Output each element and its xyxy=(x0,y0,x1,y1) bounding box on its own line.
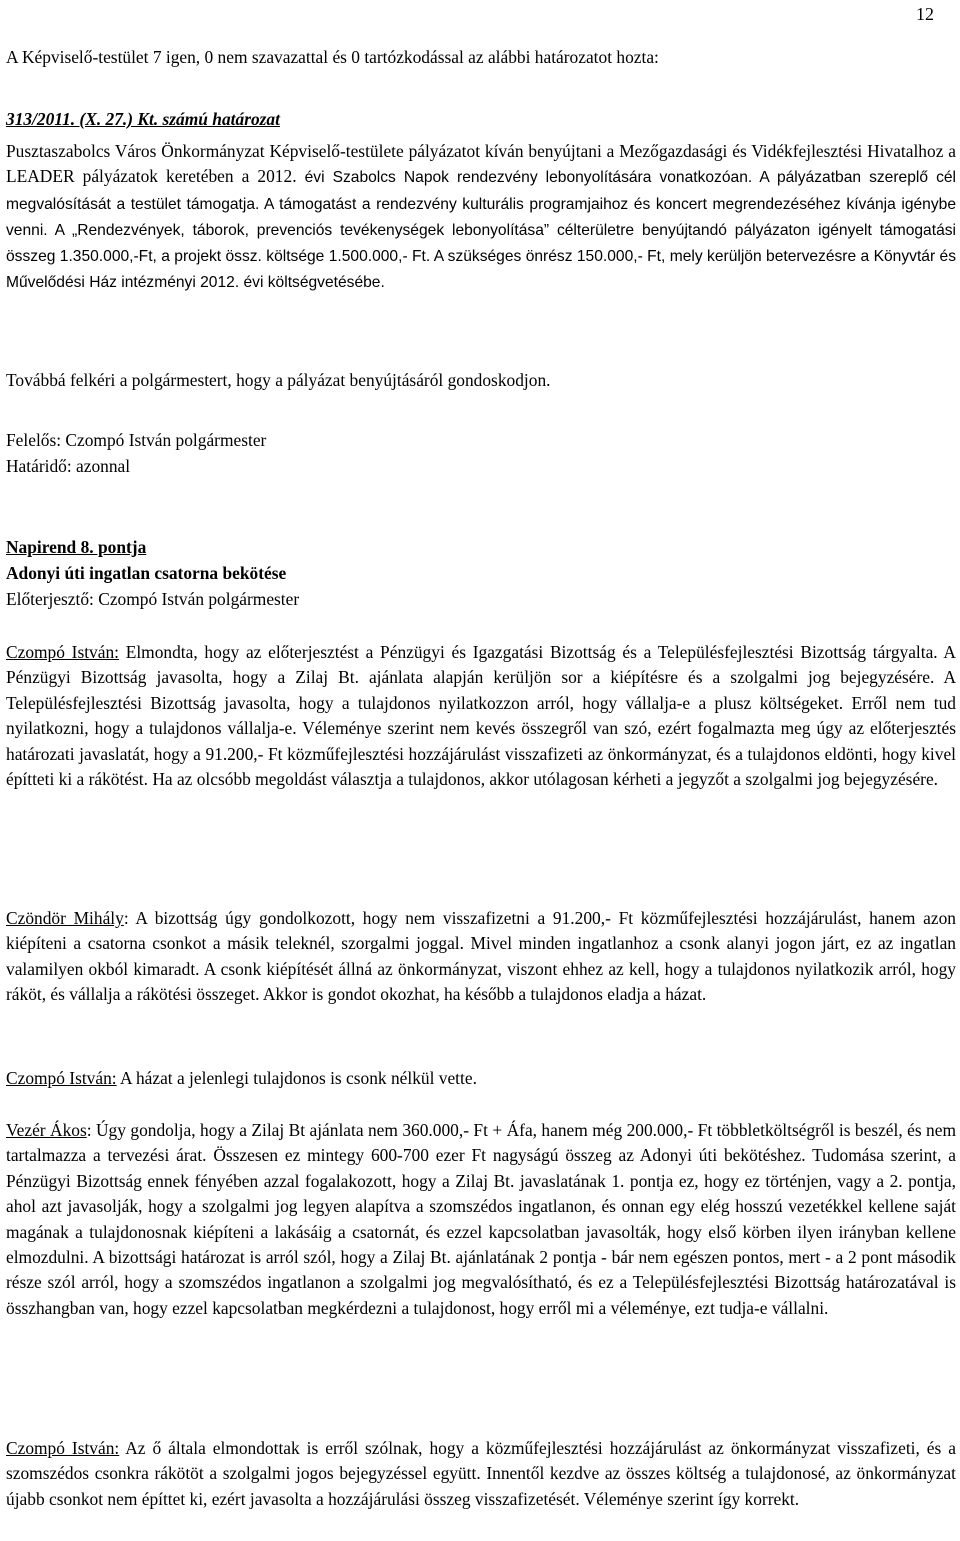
speech-4 xyxy=(6,1118,956,1321)
resolution-deadline: Határidő: azonnal xyxy=(6,456,131,476)
speech-text: Az ő általa elmondottak is erről szólnak, hogy a közműfejlesztési hozzájárulást az önkormányzat visszafizeti, és a szomszédos csonkra rákötöt a szolgalmi jogos bejegyzéssel együtt. Innentől kezdve az összes költség a tulajdonosé, az önkormányzat újabb csonkot nem építtet ki, ezért javasolta a hozzájárulási összeg visszafizetését. Véleménye szerint így korrekt. xyxy=(6,1438,956,1509)
speech-text: : A bizottság úgy gondolkozott, hogy nem visszafizetni a 91.200,- Ft közműfejlesztési hozzájárulást, hanem azon kiépíteni a csatorna csonkot a másik teleknél, szorgalmi joggal. Mivel minden ingatlanhoz a csonk alanyi jogon járt, ez az ingatlan valamilyen okból kimaradt. A csonk kiépítését állná az önkormányzat, viszont ehhez az kell, hogy a tulajdonos nyilatkozik arról, hogy ráköt, és vállalja a rákötési összeget. Akkor is gondot okozhat, ha később a tulajdonos eladja a házat. xyxy=(6,908,956,1005)
page-number: 12 xyxy=(916,4,934,24)
speaker-name: Czompó István: xyxy=(6,1438,120,1458)
speech-text: A házat a jelenlegi tulajdonos is csonk nélkül vette. xyxy=(116,1068,477,1088)
vote-intro: A Képviselő-testület 7 igen, 0 nem szavazattal és 0 tartózkodással az alábbi határozatot hozta: xyxy=(6,47,659,67)
resolution-paragraph xyxy=(6,139,956,296)
resolution-text-sans: évi Szabolcs Napok rendezvény lebonyolítására vonatkozóan. A pályázatban szereplő cél megvalósítását a testület támogatja. A támogatást a rendezvény kulturális programjaihoz és koncert megrendezéséhez kívánja igénybe venni. A „Rendezvények, táborok, prevenciós tevékenységek lebonyolítása” célterületre benyújtandó pályázaton igényelt támogatási összeg 1.350.000,-Ft, a projekt össz. költsége 1.500.000,- Ft. A szükséges önrész 150.000,- Ft, mely kerüljön betervezésre a Könyvtár és Művelődési Ház intézményi 2012. évi költségvetésébe. xyxy=(6,169,956,292)
resolution-request: Továbbá felkéri a polgármestert, hogy a pályázat benyújtásáról gondoskodjon. xyxy=(6,370,551,390)
resolution-title: 313/2011. (X. 27.) Kt. számú határozat xyxy=(6,109,280,129)
speech-text: : Úgy gondolja, hogy a Zilaj Bt ajánlata nem 360.000,- Ft + Áfa, hanem még 200.000,- Ft többletköltségről is beszél, és nem tartalmazza a tervezési árat. Összesen ez mintegy 600-700 ezer Ft nagyságú összeg az Adonyi úti bekötéshez. Tudomása szerint, a Pénzügyi Bizottság ennek fényében azzal fogalakozott, hogy a Zilaj Bt. javaslatának 1. pontja ez, hogy ez történjen, vagy a 2. pontja, ahol azt javasolják, hogy a szolgalmi jog legyen alapítva a szomszédos ingatlanon, és onnan egy elég hosszú vezetékkel kellene saját magának a tulajdonosnak kiépíteni a lakásáig a csatornát, és ezzel kapcsolatban javasolták, hogy első körben ilyen irányban kellene elmozdulni. A bizottsági határozat is arról szól, hogy a Zilaj Bt. ajánlatának 2 pontja - bár nem egészen pontos, mert - a 2 pont második része szól arról, hogy a szomszédos ingatlanon a szolgalmi jog megvalósítható, és ez a Településfejlesztési Bizottság határozatával is összhangban van, hogy ezzel kapcsolatban megkérdezni a tulajdonost, hogy erről mi a véleménye, ezt tudja-e vállalni. xyxy=(6,1120,956,1318)
speech-2 xyxy=(6,906,956,1008)
speech-1 xyxy=(6,640,956,792)
agenda-presenter: Előterjesztő: Czompó István polgármester xyxy=(6,589,300,609)
speech-5 xyxy=(6,1436,956,1512)
speech-text: Elmondta, hogy az előterjesztést a Pénzügyi és Igazgatási Bizottság és a Településfejlesztési Bizottság tárgyalta. A Pénzügyi Bizottság javasolta, hogy a Zilaj Bt. ajánlata alapján kerüljön sor a kiépítésre és a szolgalmi jog bejegyzésére. A Településfejlesztési Bizottság javasolta, hogy a tulajdonos nyilatkozzon arról, hogy vállalja-e a plusz költségeket. Erről nem tud nyilatkozni, hogy a tulajdonos vállalja-e. Véleménye szerint nem kevés összegről van szó, ezért fogalmazta meg úgy az előterjesztés határozati javaslatát, hogy a 91.200,- Ft közműfejlesztési hozzájárulást visszafizeti az önkormányzat, és a tulajdonos eldönti, hogy kivel építteti ki a rákötést. Ha az olcsóbb megoldást választja a tulajdonos, akkor utólagosan kérheti a jegyzőt a szolgalmi jog bejegyzésére. xyxy=(6,642,956,790)
resolution-text-serif: Pusztaszabolcs Város Önkormányzat Képviselő-testülete pályázatot kíván benyújtani a Mezőgazdasági és Vidékfejlesztési Hivatalhoz a LEADER pályázatok keretében a 2012. xyxy=(6,141,956,187)
speaker-name: Vezér Ákos xyxy=(6,1120,87,1140)
agenda-label: Napirend 8. pontja xyxy=(6,537,147,557)
speaker-name: Czöndör Mihály xyxy=(6,908,124,928)
resolution-responsible: Felelős: Czompó István polgármester xyxy=(6,430,267,450)
speaker-name: Czompó István: xyxy=(6,642,119,662)
agenda-title: Adonyi úti ingatlan csatorna bekötése xyxy=(6,563,287,583)
speaker-name: Czompó István: xyxy=(6,1068,117,1088)
speech-3 xyxy=(6,1066,956,1092)
